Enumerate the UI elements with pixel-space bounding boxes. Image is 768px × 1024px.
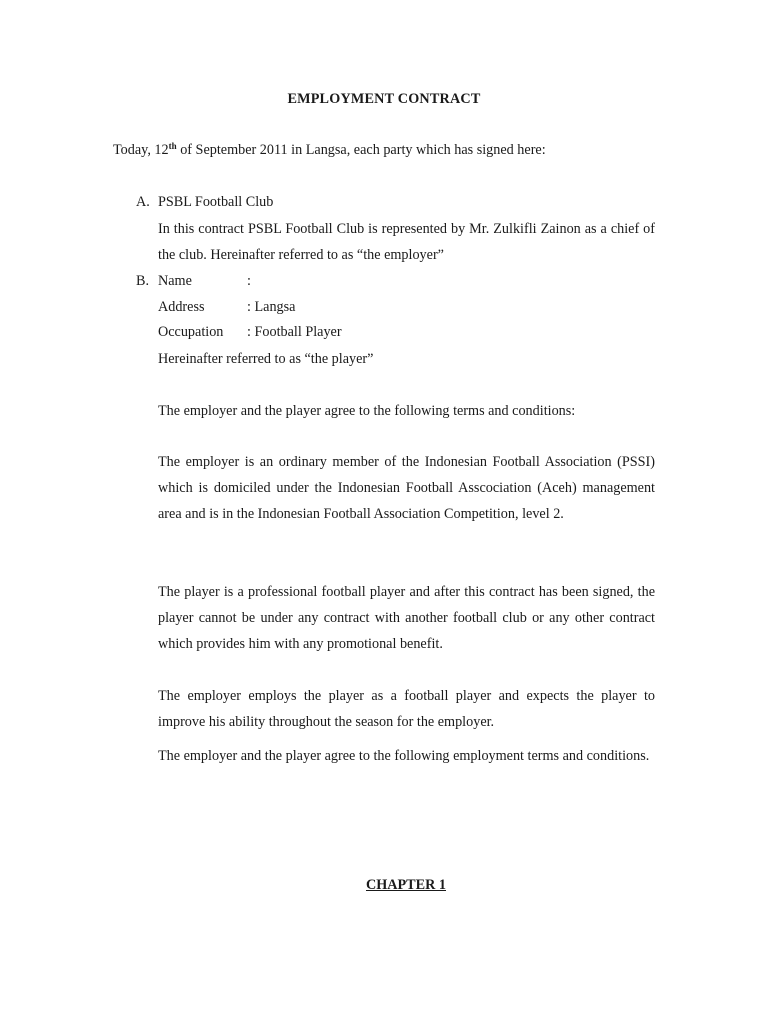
party-a-name: PSBL Football Club xyxy=(158,194,274,210)
party-a-marker: A. xyxy=(136,194,150,210)
intro-text-after: of September 2011 in Langsa, each party which has signed here: xyxy=(176,142,546,158)
paragraph-employment-expectation: The employer employs the player as a football player and expects the player to improve his ability throughout the season for the employer. xyxy=(158,688,655,730)
field-value-occupation: : Football Player xyxy=(247,324,342,340)
document-title: EMPLOYMENT CONTRACT xyxy=(287,91,481,107)
party-a-description: In this contract PSBL Football Club is represented by Mr. Zulkifli Zainon as a chief of the club. Hereinafter referred to as “the employer” xyxy=(158,221,655,263)
field-label-address: Address xyxy=(158,299,205,315)
party-b-reference: Hereinafter referred to as “the player” xyxy=(158,351,374,367)
party-b-marker: B. xyxy=(136,273,150,289)
paragraph-terms-intro: The employer and the player agree to the following terms and conditions: xyxy=(158,403,576,419)
intro-superscript: th xyxy=(168,141,177,151)
field-label-occupation: Occupation xyxy=(158,324,224,340)
paragraph-employer-membership: The employer is an ordinary member of the Indonesian Football Association (PSSI) which is domiciled under the Indonesian Football Asscociation (Aceh) management area and is in the Indonesian Football Association Competition, level 2. xyxy=(158,454,655,522)
paragraph-player-professional: The player is a professional football player and after this contract has been signed, the player cannot be under any contract with another football club or any other contract which provides him with any promotional benefit. xyxy=(158,584,655,652)
intro-line xyxy=(113,142,546,159)
field-value-address: : Langsa xyxy=(247,299,296,315)
paragraph-employment-terms: The employer and the player agree to the following employment terms and conditions. xyxy=(158,748,650,764)
intro-text-before: Today, 12 xyxy=(113,142,169,158)
chapter-heading: CHAPTER 1 xyxy=(365,877,446,893)
field-label-name: Name xyxy=(158,273,192,289)
field-value-name: : xyxy=(247,273,251,289)
